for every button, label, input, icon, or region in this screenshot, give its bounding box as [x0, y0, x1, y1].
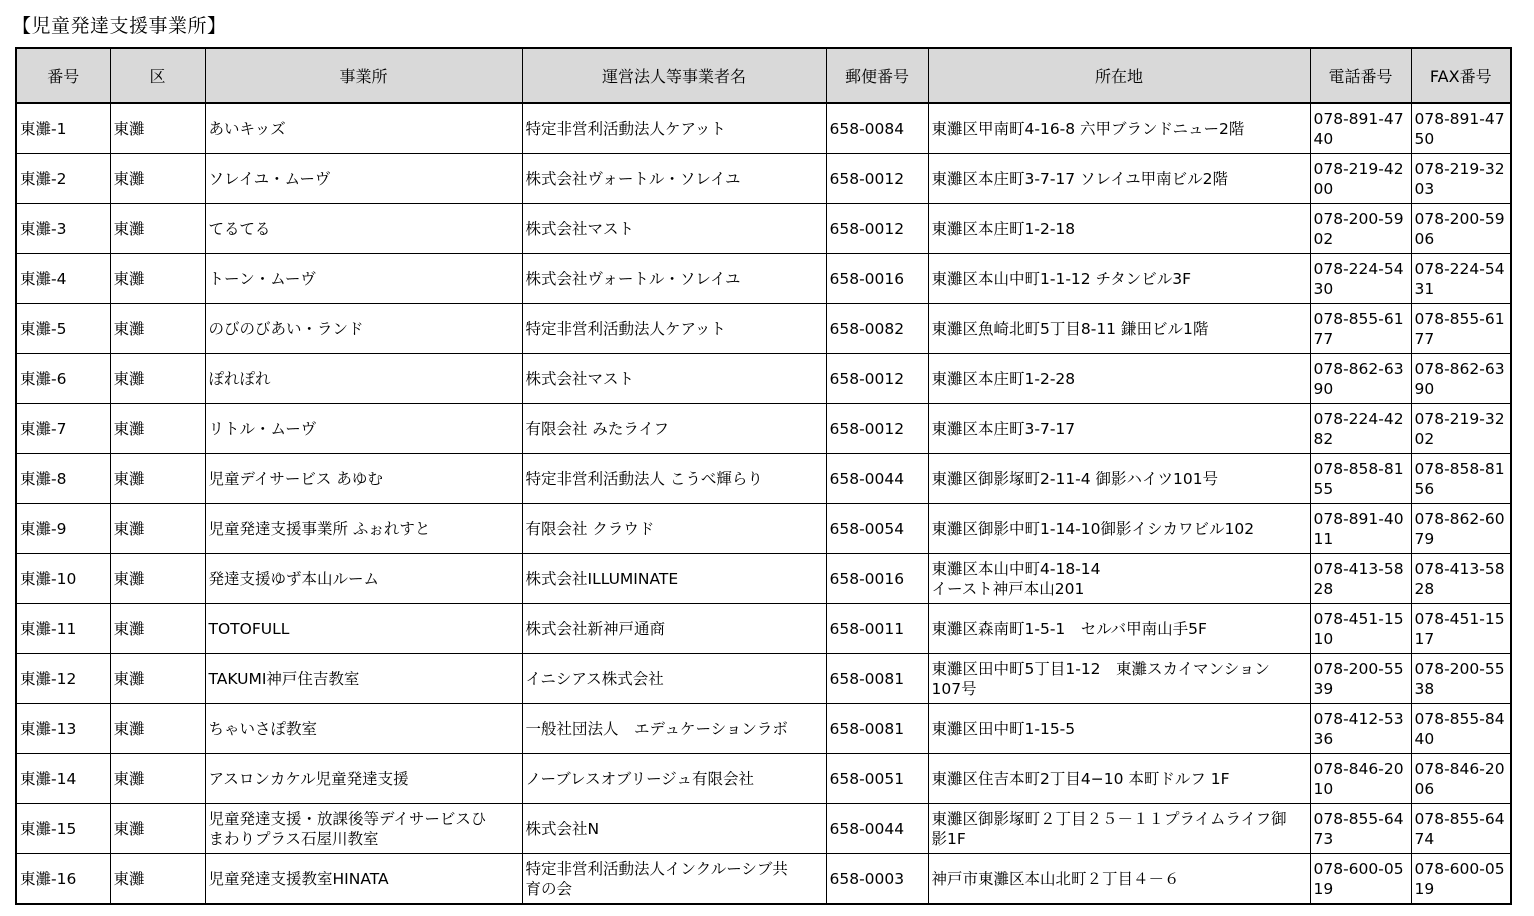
table-row [16, 204, 1511, 254]
cell-ward: 東灘 [110, 854, 205, 905]
table-row [16, 504, 1511, 554]
cell-fax: 078-200-5906 [1411, 204, 1511, 254]
cell-operator: イニシアス株式会社 [522, 654, 826, 704]
cell-address: 東灘区御影塚町2-11-4 御影ハイツ101号 [928, 454, 1310, 504]
cell-address: 東灘区本山中町4-18-14 イースト神戸本山201 [928, 554, 1310, 604]
table-body [16, 103, 1511, 904]
cell-fax: 078-219-3202 [1411, 404, 1511, 454]
cell-tel: 078-224-5430 [1310, 254, 1411, 304]
table-row [16, 854, 1511, 905]
table-row [16, 154, 1511, 204]
header-postal: 郵便番号 [826, 48, 928, 103]
cell-ward: 東灘 [110, 154, 205, 204]
cell-tel: 078-600-0519 [1310, 854, 1411, 905]
cell-address: 東灘区本庄町1-2-18 [928, 204, 1310, 254]
cell-tel: 078-855-6177 [1310, 304, 1411, 354]
cell-tel: 078-413-5828 [1310, 554, 1411, 604]
cell-facility: リトル・ムーヴ [205, 404, 522, 454]
cell-fax: 078-224-5431 [1411, 254, 1511, 304]
cell-address: 東灘区森南町1-5-1 セルバ甲南山手5F [928, 604, 1310, 654]
cell-tel: 078-200-5539 [1310, 654, 1411, 704]
cell-ward: 東灘 [110, 454, 205, 504]
header-address: 所在地 [928, 48, 1310, 103]
cell-facility: TAKUMI神戸住吉教室 [205, 654, 522, 704]
cell-facility: トーン・ムーヴ [205, 254, 522, 304]
cell-number: 東灘-12 [16, 654, 110, 704]
cell-postal: 658-0054 [826, 504, 928, 554]
cell-ward: 東灘 [110, 504, 205, 554]
cell-facility: あいキッズ [205, 103, 522, 154]
cell-number: 東灘-2 [16, 154, 110, 204]
cell-ward: 東灘 [110, 103, 205, 154]
cell-fax: 078-855-8440 [1411, 704, 1511, 754]
table-row [16, 654, 1511, 704]
table-row [16, 554, 1511, 604]
table-row [16, 254, 1511, 304]
cell-fax: 078-862-6079 [1411, 504, 1511, 554]
cell-postal: 658-0012 [826, 404, 928, 454]
table-row [16, 754, 1511, 804]
cell-postal: 658-0044 [826, 454, 928, 504]
cell-address: 東灘区本庄町3-7-17 [928, 404, 1310, 454]
cell-number: 東灘-9 [16, 504, 110, 554]
header-number: 番号 [16, 48, 110, 103]
cell-postal: 658-0012 [826, 204, 928, 254]
cell-postal: 658-0011 [826, 604, 928, 654]
cell-postal: 658-0016 [826, 254, 928, 304]
cell-address: 神戸市東灘区本山北町２丁目４－６ [928, 854, 1310, 905]
cell-operator: 株式会社新神戸通商 [522, 604, 826, 654]
cell-ward: 東灘 [110, 304, 205, 354]
cell-ward: 東灘 [110, 754, 205, 804]
cell-ward: 東灘 [110, 604, 205, 654]
cell-operator: 特定非営利活動法人 こうべ輝らり [522, 454, 826, 504]
cell-number: 東灘-6 [16, 354, 110, 404]
cell-address: 東灘区本庄町3-7-17 ソレイユ甲南ビル2階 [928, 154, 1310, 204]
cell-ward: 東灘 [110, 654, 205, 704]
header-operator: 運営法人等事業者名 [522, 48, 826, 103]
cell-fax: 078-413-5828 [1411, 554, 1511, 604]
cell-postal: 658-0081 [826, 654, 928, 704]
cell-ward: 東灘 [110, 354, 205, 404]
cell-postal: 658-0012 [826, 354, 928, 404]
table-row [16, 354, 1511, 404]
cell-facility: 児童発達支援事業所 ふぉれすと [205, 504, 522, 554]
cell-fax: 078-855-6177 [1411, 304, 1511, 354]
cell-number: 東灘-10 [16, 554, 110, 604]
cell-operator: 一般社団法人 エデュケーションラボ [522, 704, 826, 754]
cell-ward: 東灘 [110, 204, 205, 254]
cell-postal: 658-0003 [826, 854, 928, 905]
cell-operator: 有限会社 みたライフ [522, 404, 826, 454]
cell-fax: 078-891-4750 [1411, 103, 1511, 154]
cell-tel: 078-891-4740 [1310, 103, 1411, 154]
cell-number: 東灘-13 [16, 704, 110, 754]
cell-tel: 078-224-4282 [1310, 404, 1411, 454]
cell-postal: 658-0051 [826, 754, 928, 804]
cell-facility: アスロンカケル児童発達支援 [205, 754, 522, 804]
table-row [16, 454, 1511, 504]
cell-facility: のびのびあい・ランド [205, 304, 522, 354]
cell-operator: 株式会社ヴォートル・ソレイユ [522, 254, 826, 304]
cell-address: 東灘区御影塚町２丁目２５－１１プライムライフ御 影1F [928, 804, 1310, 854]
cell-facility: 児童発達支援・放課後等デイサービスひ まわりプラス石屋川教室 [205, 804, 522, 854]
cell-operator: 特定非営利活動法人ケアット [522, 103, 826, 154]
cell-fax: 078-219-3203 [1411, 154, 1511, 204]
cell-number: 東灘-4 [16, 254, 110, 304]
cell-tel: 078-846-2010 [1310, 754, 1411, 804]
cell-fax: 078-858-8156 [1411, 454, 1511, 504]
cell-operator: 有限会社 クラウド [522, 504, 826, 554]
table-row [16, 604, 1511, 654]
cell-number: 東灘-15 [16, 804, 110, 854]
facility-table [15, 47, 1512, 905]
header-facility: 事業所 [205, 48, 522, 103]
cell-facility: てるてる [205, 204, 522, 254]
table-row [16, 804, 1511, 854]
cell-number: 東灘-16 [16, 854, 110, 905]
cell-postal: 658-0081 [826, 704, 928, 754]
cell-postal: 658-0016 [826, 554, 928, 604]
cell-address: 東灘区田中町1-15-5 [928, 704, 1310, 754]
cell-address: 東灘区本庄町1-2-28 [928, 354, 1310, 404]
cell-fax: 078-451-1517 [1411, 604, 1511, 654]
cell-operator: 特定非営利活動法人インクルーシブ共 育の会 [522, 854, 826, 905]
cell-number: 東灘-14 [16, 754, 110, 804]
cell-facility: ソレイユ・ムーヴ [205, 154, 522, 204]
cell-facility: 発達支援ゆず本山ルーム [205, 554, 522, 604]
cell-postal: 658-0084 [826, 103, 928, 154]
cell-tel: 078-412-5336 [1310, 704, 1411, 754]
cell-address: 東灘区田中町5丁目1-12 東灘スカイマンション 107号 [928, 654, 1310, 704]
cell-address: 東灘区魚崎北町5丁目8-11 鎌田ビル1階 [928, 304, 1310, 354]
cell-number: 東灘-5 [16, 304, 110, 354]
cell-facility: ぽれぽれ [205, 354, 522, 404]
cell-fax: 078-855-6474 [1411, 804, 1511, 854]
cell-ward: 東灘 [110, 404, 205, 454]
cell-postal: 658-0012 [826, 154, 928, 204]
cell-ward: 東灘 [110, 254, 205, 304]
cell-operator: 特定非営利活動法人ケアット [522, 304, 826, 354]
cell-operator: 株式会社マスト [522, 204, 826, 254]
cell-operator: 株式会社マスト [522, 354, 826, 404]
cell-facility: 児童発達支援教室HINATA [205, 854, 522, 905]
cell-ward: 東灘 [110, 704, 205, 754]
cell-number: 東灘-7 [16, 404, 110, 454]
table-row [16, 704, 1511, 754]
cell-operator: ノーブレスオブリージュ有限会社 [522, 754, 826, 804]
cell-tel: 078-451-1510 [1310, 604, 1411, 654]
header-ward: 区 [110, 48, 205, 103]
cell-number: 東灘-11 [16, 604, 110, 654]
cell-operator: 株式会社ヴォートル・ソレイユ [522, 154, 826, 204]
cell-address: 東灘区住吉本町2丁目4−10 本町ドルフ 1F [928, 754, 1310, 804]
table-row [16, 103, 1511, 154]
table-row [16, 404, 1511, 454]
header-fax: FAX番号 [1411, 48, 1511, 103]
cell-tel: 078-855-6473 [1310, 804, 1411, 854]
header-tel: 電話番号 [1310, 48, 1411, 103]
cell-operator: 株式会社ILLUMINATE [522, 554, 826, 604]
cell-facility: TOTOFULL [205, 604, 522, 654]
cell-fax: 078-862-6390 [1411, 354, 1511, 404]
cell-tel: 078-858-8155 [1310, 454, 1411, 504]
cell-address: 東灘区甲南町4-16-8 六甲ブランドニュー2階 [928, 103, 1310, 154]
cell-postal: 658-0044 [826, 804, 928, 854]
cell-fax: 078-846-2006 [1411, 754, 1511, 804]
page-title: 【児童発達支援事業所】 [12, 15, 227, 37]
cell-tel: 078-862-6390 [1310, 354, 1411, 404]
cell-address: 東灘区御影中町1-14-10御影イシカワビル102 [928, 504, 1310, 554]
table-row [16, 304, 1511, 354]
cell-ward: 東灘 [110, 554, 205, 604]
cell-tel: 078-219-4200 [1310, 154, 1411, 204]
cell-postal: 658-0082 [826, 304, 928, 354]
cell-number: 東灘-3 [16, 204, 110, 254]
cell-operator: 株式会社N [522, 804, 826, 854]
cell-facility: 児童デイサービス あゆむ [205, 454, 522, 504]
cell-number: 東灘-8 [16, 454, 110, 504]
cell-facility: ちゃいさぽ教室 [205, 704, 522, 754]
cell-number: 東灘-1 [16, 103, 110, 154]
cell-tel: 078-891-4011 [1310, 504, 1411, 554]
cell-ward: 東灘 [110, 804, 205, 854]
cell-tel: 078-200-5902 [1310, 204, 1411, 254]
cell-fax: 078-600-0519 [1411, 854, 1511, 905]
cell-address: 東灘区本山中町1-1-12 チタンビル3F [928, 254, 1310, 304]
table-header-row [16, 48, 1511, 103]
cell-fax: 078-200-5538 [1411, 654, 1511, 704]
